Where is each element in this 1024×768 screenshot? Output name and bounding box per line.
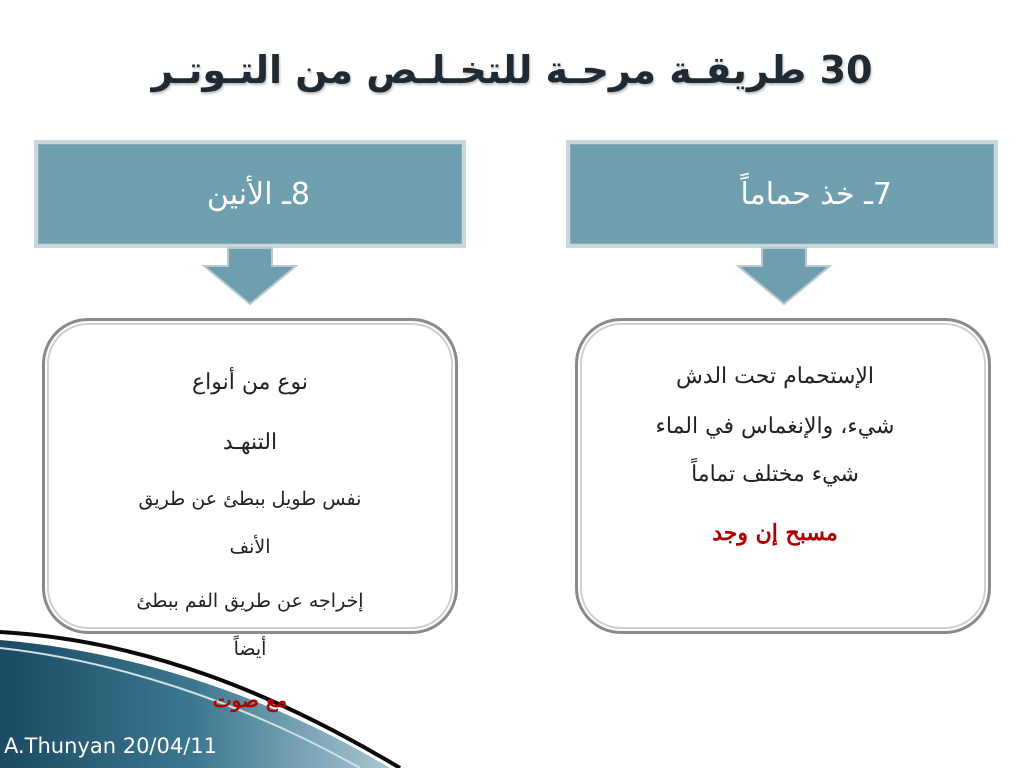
- step-8-content-box: [42, 318, 458, 634]
- step-8-line: التنهـد: [222, 430, 278, 455]
- footer-author-date: A.Thunyan 20/04/11: [4, 734, 218, 758]
- step-8-line: إخراجه عن طريق الفم ببطئ: [136, 590, 364, 612]
- down-arrow-icon: [202, 246, 298, 306]
- step-8-line: الأنف: [229, 536, 271, 558]
- step-7-heading-box: [566, 140, 998, 248]
- down-arrow-icon: [736, 246, 832, 306]
- page-title: 30 طريقـة مرحـة للتخـلـص من التـوتـر: [151, 48, 873, 92]
- step-8-heading: 8ـ الأنين: [206, 176, 310, 212]
- step-8-line: نوع من أنواع: [192, 370, 308, 395]
- step-7-line: شيء، والإنغماس في الماء: [655, 414, 895, 439]
- step-7-heading: 7ـ خذ حماماً: [740, 176, 892, 212]
- step-8-heading-box: [34, 140, 466, 248]
- step-8-highlight: مع صوت: [212, 688, 288, 712]
- step-7-highlight: مسبح إن وجد: [712, 520, 838, 546]
- step-8-line: أيضاً: [233, 638, 267, 660]
- step-7-line: الإستحمام تحت الدش: [675, 364, 875, 389]
- step-7-line: شيء مختلف تماماً: [691, 462, 859, 487]
- step-8-line: نفس طويل ببطئ عن طريق: [138, 488, 362, 510]
